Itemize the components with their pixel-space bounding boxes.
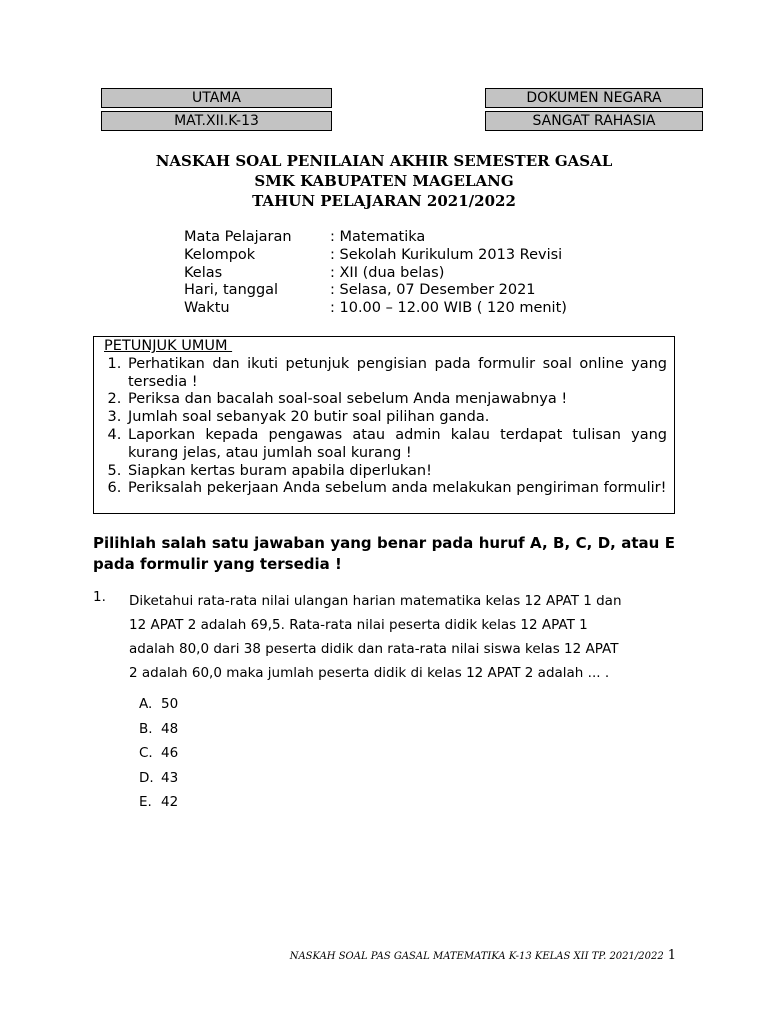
instructions-list xyxy=(104,356,667,498)
answer-option-c xyxy=(139,741,673,766)
option-letter: A. xyxy=(139,696,153,712)
info-value: : Selasa, 07 Desember 2021 xyxy=(330,282,536,299)
info-label: Kelas xyxy=(184,264,223,281)
question-line: adalah 80,0 dari 38 peserta didik dan rata-rata nilai siswa kelas 12 APAT xyxy=(129,641,619,657)
option-value: 48 xyxy=(161,720,179,737)
instruction-item: 2. Periksa dan bacalah soal-soal sebelum Anda menjawabnya ! xyxy=(126,391,667,409)
header-box-sangat-rahasia: SANGAT RAHASIA xyxy=(485,111,703,131)
question-line: Diketahui rata-rata nilai ulangan harian matematika kelas 12 APAT 1 dan xyxy=(129,593,622,609)
info-value: : 10.00 – 12.00 WIB ( 120 menit) xyxy=(330,300,567,317)
info-value: : Sekolah Kurikulum 2013 Revisi xyxy=(330,246,563,263)
question-line: 2 adalah 60,0 maka jumlah peserta didik di kelas 12 APAT 2 adalah ... . xyxy=(129,665,610,681)
instruction-item: 3. Jumlah soal sebanyak 20 butir soal pilihan ganda. xyxy=(126,409,667,427)
info-label: Kelompok xyxy=(184,246,256,263)
question-line: 12 APAT 2 adalah 69,5. Rata-rata nilai peserta didik kelas 12 APAT 1 xyxy=(129,617,588,633)
page-footer xyxy=(290,948,676,963)
info-label: Waktu xyxy=(184,300,230,317)
question-1 xyxy=(93,589,673,815)
option-value: 42 xyxy=(161,794,179,810)
answer-option-b xyxy=(139,717,673,742)
info-row-time xyxy=(184,300,567,318)
exam-title-line-2: SMK KABUPATEN MAGELANG xyxy=(254,172,514,190)
instructions-header: PETUNJUK UMUM xyxy=(104,338,233,354)
info-value: : XII (dua belas) xyxy=(330,264,445,281)
info-row-date xyxy=(184,282,567,300)
info-row-subject xyxy=(184,229,567,247)
instruction-item: 1. Perhatikan dan ikuti petunjuk pengisian pada formulir soal online yang tersedia ! xyxy=(126,356,667,392)
footer-text: NASKAH SOAL PAS GASAL MATEMATIKA K-13 KELAS XII TP. 2021/2022 xyxy=(289,951,664,962)
instruction-item: 5. Siapkan kertas buram apabila diperlukan! xyxy=(126,463,667,481)
question-text xyxy=(129,589,673,685)
page-number: 1 xyxy=(667,948,676,963)
info-label: Hari, tanggal xyxy=(184,282,279,299)
option-letter: E. xyxy=(139,794,152,810)
option-value: 50 xyxy=(161,696,179,712)
info-row-class xyxy=(184,265,567,283)
option-letter: B. xyxy=(139,720,153,737)
header-box-utama: UTAMA xyxy=(101,88,332,108)
option-value: 46 xyxy=(161,745,179,761)
info-row-group xyxy=(184,247,567,265)
option-letter: D. xyxy=(139,769,154,786)
question-number: 1. xyxy=(93,589,106,605)
exam-info-table xyxy=(184,229,567,318)
exam-title-line-1: NASKAH SOAL PENILAIAN AKHIR SEMESTER GASAL xyxy=(155,152,613,170)
exam-title-line-3: TAHUN PELAJARAN 2021/2022 xyxy=(252,192,516,210)
instruction-item: 4. Laporkan kepada pengawas atau admin kalau terdapat tulisan yang kurang jelas, atau jumlah soal kurang ! xyxy=(126,427,667,463)
header-box-subject-code: MAT.XII.K-13 xyxy=(101,111,332,131)
option-letter: C. xyxy=(139,745,153,761)
info-label: Mata Pelajaran xyxy=(184,229,292,245)
header-box-dokumen-negara: DOKUMEN NEGARA xyxy=(485,88,703,108)
answer-directive: Pilihlah salah satu jawaban yang benar pada huruf A, B, C, D, atau E pada formulir yang tersedia ! xyxy=(93,534,675,573)
instruction-item: 6. Periksalah pekerjaan Anda sebelum anda melakukan pengiriman formulir! xyxy=(126,480,667,498)
info-value: : Matematika xyxy=(330,229,426,245)
answer-option-a xyxy=(139,692,673,717)
answer-option-d xyxy=(139,766,673,791)
option-value: 43 xyxy=(161,769,179,786)
general-instructions-box xyxy=(93,336,675,514)
answer-options xyxy=(93,692,673,815)
answer-option-e xyxy=(139,790,673,815)
